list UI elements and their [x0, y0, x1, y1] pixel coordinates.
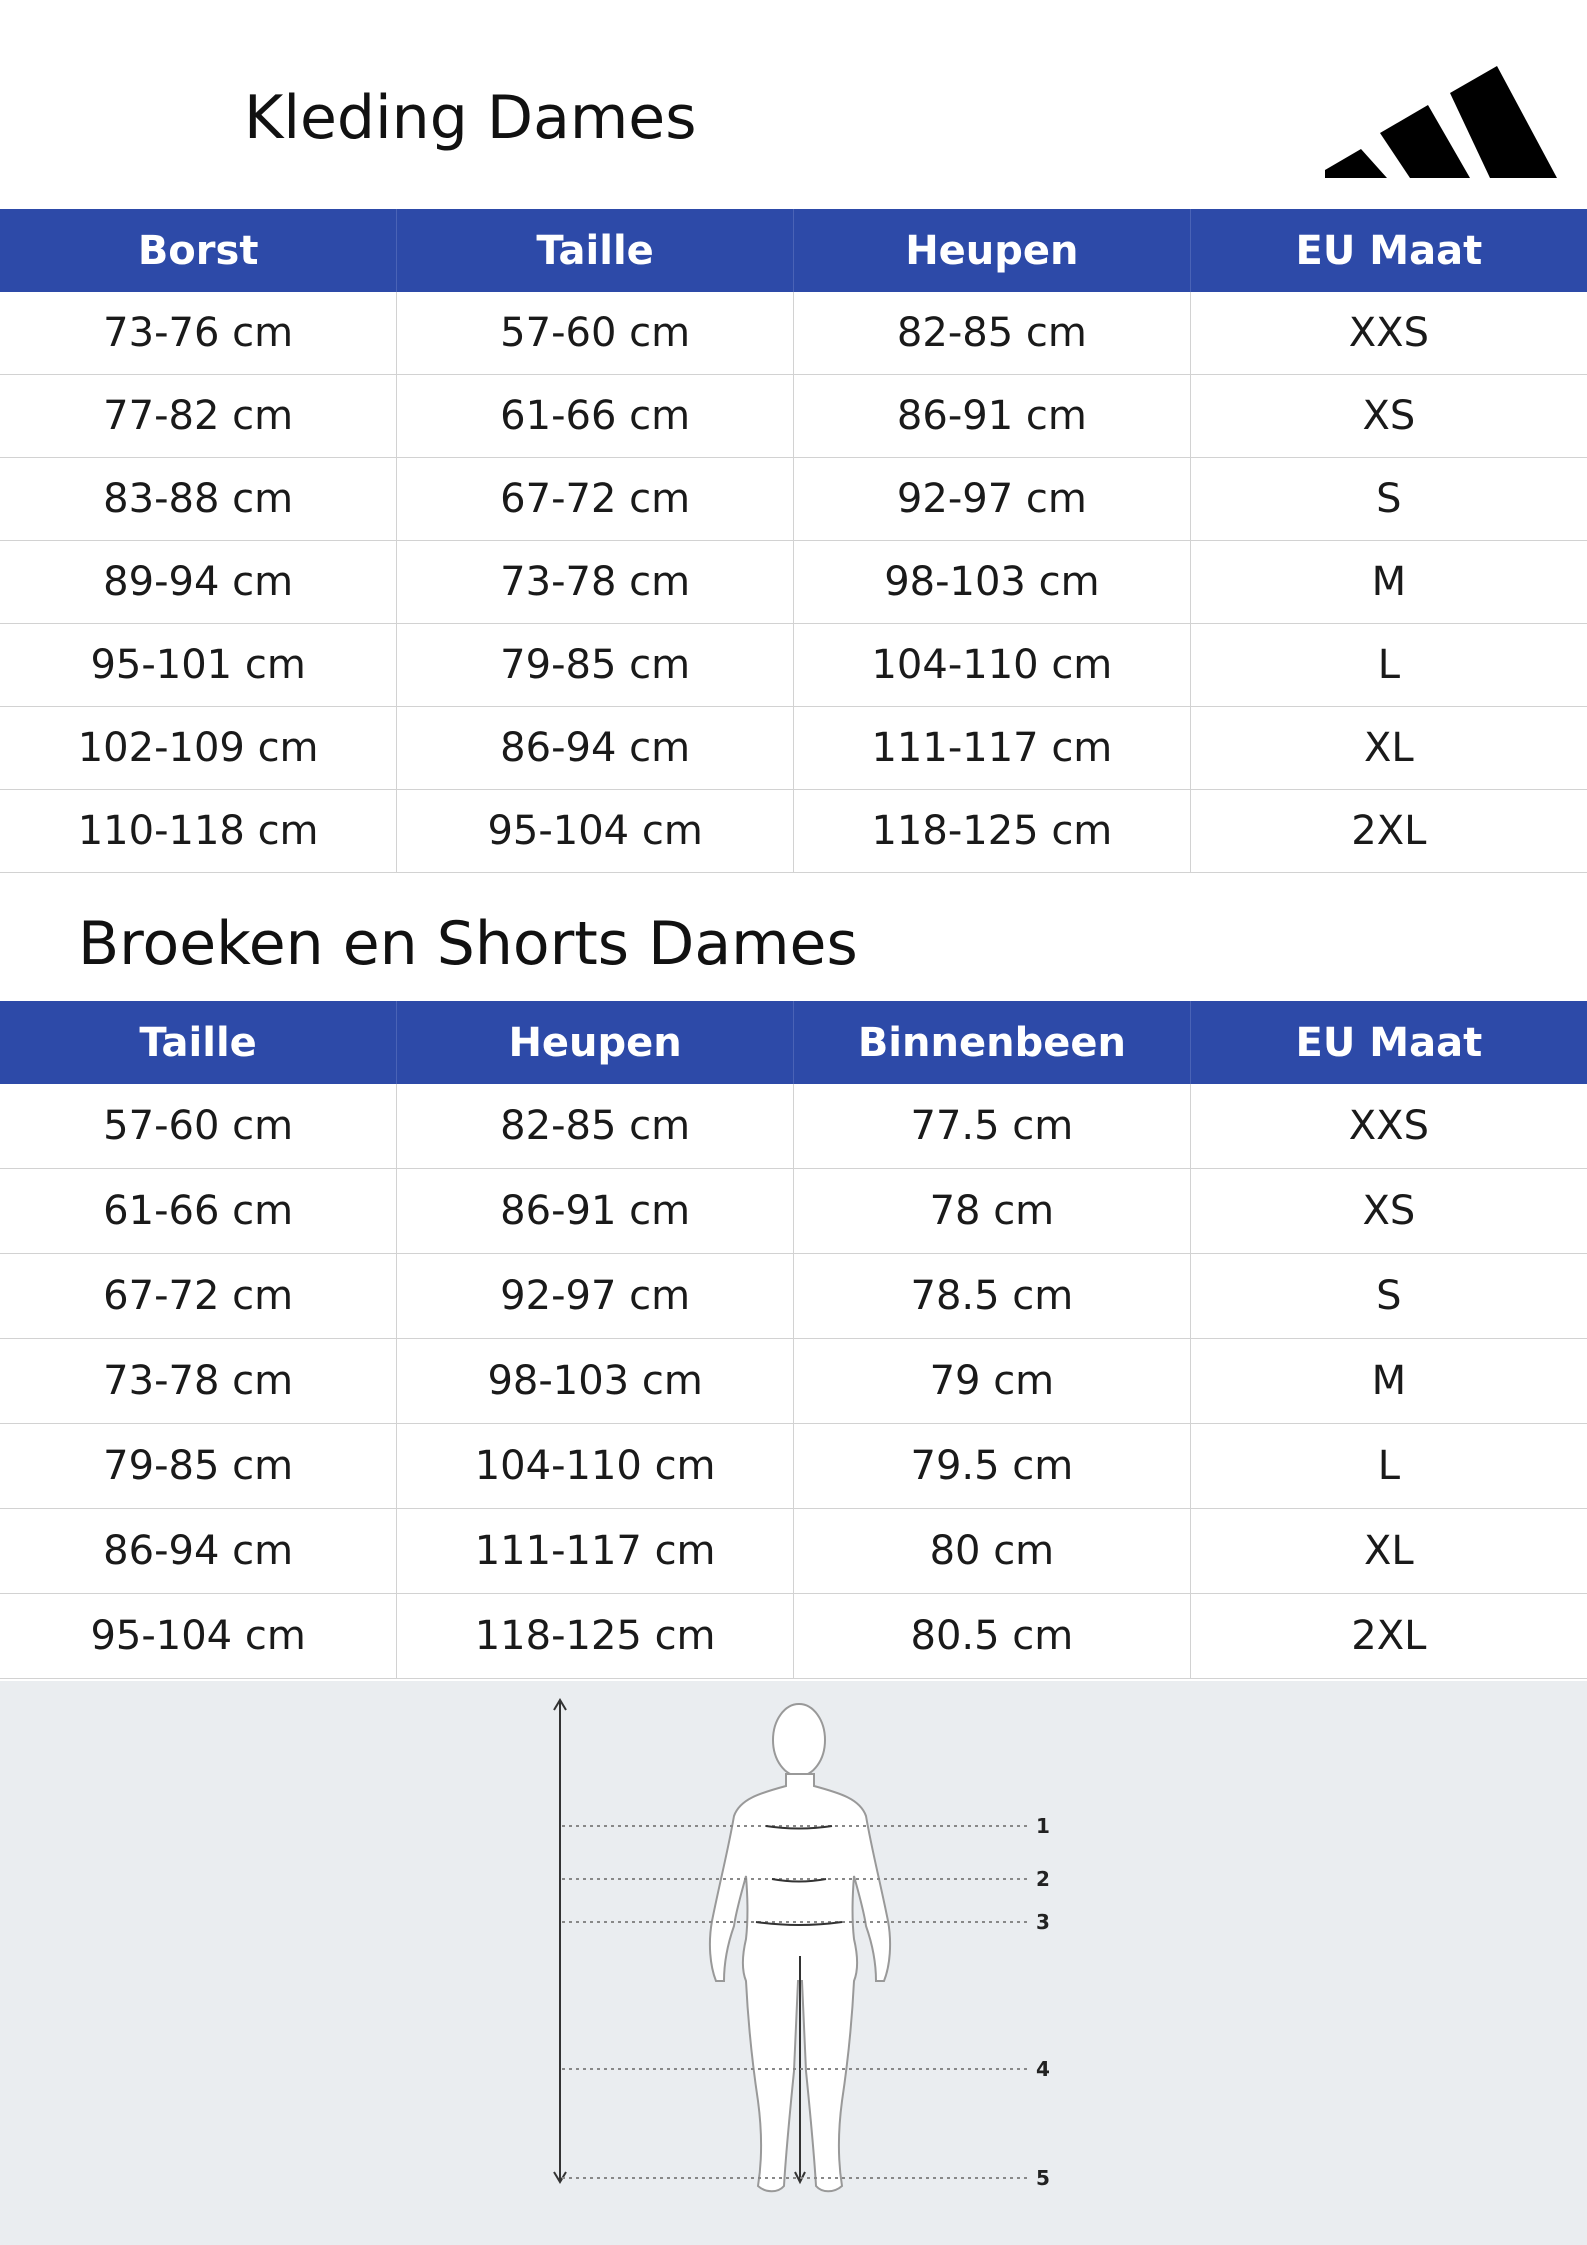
table-row	[0, 1594, 1587, 1679]
table-cell: 73-76 cm	[0, 292, 397, 375]
column-header: Taille	[397, 209, 794, 292]
table-cell: XXS	[1190, 292, 1587, 375]
marker-label: 4	[1036, 2057, 1050, 2081]
table-row	[0, 541, 1587, 624]
brand-logo	[1325, 30, 1557, 178]
column-header: Heupen	[794, 209, 1191, 292]
table-cell: 82-85 cm	[397, 1084, 794, 1169]
table-header-row	[0, 209, 1587, 292]
table-cell: 95-104 cm	[0, 1594, 397, 1679]
table-row	[0, 624, 1587, 707]
column-header: EU Maat	[1190, 1001, 1587, 1084]
table-cell: 79-85 cm	[0, 1424, 397, 1509]
body-silhouette-illustration	[0, 1681, 1587, 2245]
table-cell: XL	[1190, 707, 1587, 790]
table-cell: 111-117 cm	[397, 1509, 794, 1594]
table-header-row	[0, 1001, 1587, 1084]
table-cell: 89-94 cm	[0, 541, 397, 624]
table-cell: 79-85 cm	[397, 624, 794, 707]
table-cell: XS	[1190, 1169, 1587, 1254]
table-cell: M	[1190, 541, 1587, 624]
column-header: Heupen	[397, 1001, 794, 1084]
table-cell: XXS	[1190, 1084, 1587, 1169]
marker-label: 2	[1036, 1867, 1050, 1891]
table-cell: 67-72 cm	[397, 458, 794, 541]
table-cell: L	[1190, 1424, 1587, 1509]
table-cell: 98-103 cm	[397, 1339, 794, 1424]
table-cell: 78 cm	[794, 1169, 1191, 1254]
table-cell: 104-110 cm	[794, 624, 1191, 707]
table-cell: XS	[1190, 375, 1587, 458]
section-title: Broeken en Shorts Dames	[78, 909, 858, 979]
table-cell: 57-60 cm	[397, 292, 794, 375]
table-cell: 79 cm	[794, 1339, 1191, 1424]
table-cell: 92-97 cm	[397, 1254, 794, 1339]
table-cell: 98-103 cm	[794, 541, 1191, 624]
table-cell: 80 cm	[794, 1509, 1191, 1594]
table-cell: S	[1190, 458, 1587, 541]
table-cell: 110-118 cm	[0, 790, 397, 873]
table-cell: 61-66 cm	[0, 1169, 397, 1254]
table-cell: 86-91 cm	[794, 375, 1191, 458]
table-cell: 77-82 cm	[0, 375, 397, 458]
table-cell: 86-91 cm	[397, 1169, 794, 1254]
table-cell: 95-104 cm	[397, 790, 794, 873]
table-row	[0, 1254, 1587, 1339]
table-cell: 2XL	[1190, 790, 1587, 873]
table-cell: 104-110 cm	[397, 1424, 794, 1509]
table-cell: 73-78 cm	[397, 541, 794, 624]
table-row	[0, 458, 1587, 541]
marker-label: 3	[1036, 1910, 1050, 1934]
table-cell: 2XL	[1190, 1594, 1587, 1679]
table-row	[0, 1424, 1587, 1509]
table-cell: 86-94 cm	[0, 1509, 397, 1594]
table-cell: 77.5 cm	[794, 1084, 1191, 1169]
table-cell: 83-88 cm	[0, 458, 397, 541]
table-row	[0, 1339, 1587, 1424]
table-cell: 67-72 cm	[0, 1254, 397, 1339]
table-cell: 111-117 cm	[794, 707, 1191, 790]
table-row	[0, 1509, 1587, 1594]
page-title: Kleding Dames	[244, 83, 697, 153]
measurement-figure	[0, 1681, 1587, 2245]
table-cell: 57-60 cm	[0, 1084, 397, 1169]
size-table-clothing	[0, 209, 1587, 873]
table-row	[0, 707, 1587, 790]
table-cell: 95-101 cm	[0, 624, 397, 707]
table-row	[0, 375, 1587, 458]
marker-label: 1	[1036, 1814, 1050, 1838]
table-cell: M	[1190, 1339, 1587, 1424]
table-cell: L	[1190, 624, 1587, 707]
table-cell: 82-85 cm	[794, 292, 1191, 375]
table-cell: 73-78 cm	[0, 1339, 397, 1424]
table-cell: 118-125 cm	[794, 790, 1191, 873]
table-cell: 80.5 cm	[794, 1594, 1191, 1679]
table-cell: 78.5 cm	[794, 1254, 1191, 1339]
table-row	[0, 1084, 1587, 1169]
marker-label: 5	[1036, 2166, 1050, 2190]
column-header: Binnenbeen	[794, 1001, 1191, 1084]
table-row	[0, 1169, 1587, 1254]
column-header: Taille	[0, 1001, 397, 1084]
table-cell: 61-66 cm	[397, 375, 794, 458]
table-cell: 86-94 cm	[397, 707, 794, 790]
table-cell: 79.5 cm	[794, 1424, 1191, 1509]
size-table-pants	[0, 1001, 1587, 1679]
table-row	[0, 790, 1587, 873]
table-row	[0, 292, 1587, 375]
column-header: EU Maat	[1190, 209, 1587, 292]
table-cell: 92-97 cm	[794, 458, 1191, 541]
table-cell: S	[1190, 1254, 1587, 1339]
table-cell: 102-109 cm	[0, 707, 397, 790]
table-cell: 118-125 cm	[397, 1594, 794, 1679]
table-cell: XL	[1190, 1509, 1587, 1594]
column-header: Borst	[0, 209, 397, 292]
